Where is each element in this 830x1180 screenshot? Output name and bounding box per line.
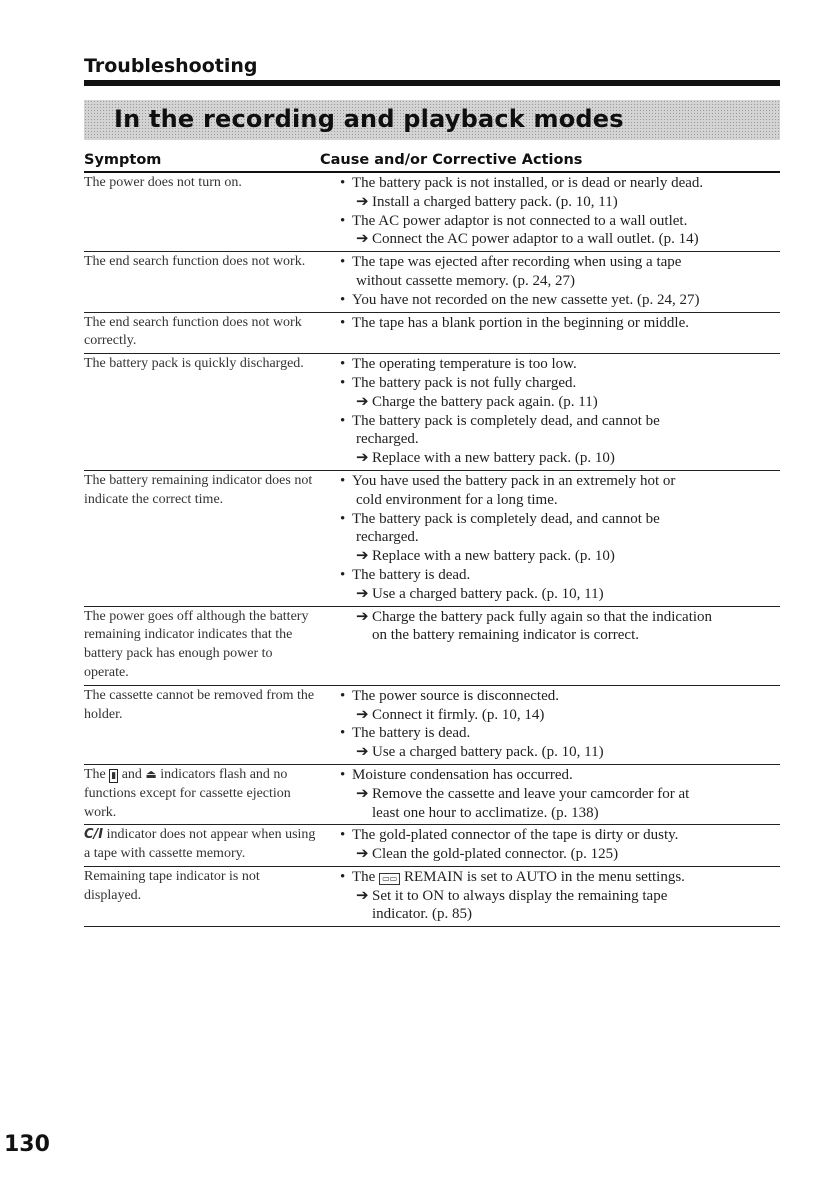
table-row — [84, 686, 780, 765]
cause-item — [334, 253, 794, 272]
table-header — [84, 150, 780, 173]
action-item — [334, 785, 794, 804]
table-row — [84, 765, 780, 825]
action-text: Replace with a new battery pack. (p. 10) — [372, 450, 615, 467]
action-item — [334, 608, 794, 627]
bullet-icon: • — [340, 374, 346, 391]
bullet-icon: • — [340, 827, 346, 844]
table-row — [84, 313, 780, 355]
cause-text: The operating temperature is too low. — [352, 356, 577, 373]
cause-text: The battery is dead. — [352, 566, 471, 583]
action-text: Use a charged battery pack. (p. 10, 11) — [372, 744, 604, 761]
cause-item — [334, 374, 794, 393]
arrow-right-icon: ➔ — [356, 231, 369, 248]
symptom-text-part: The cassette cannot be removed from the holder. — [84, 687, 315, 722]
symptom-cell — [84, 174, 334, 249]
table-row — [84, 825, 780, 867]
action-item — [334, 393, 794, 412]
cause-cell — [334, 355, 794, 468]
table-body — [84, 173, 780, 927]
action-item — [334, 743, 794, 762]
table-row — [84, 354, 780, 471]
cause-item — [334, 355, 794, 374]
table-row — [84, 173, 780, 252]
action-item — [334, 706, 794, 725]
symptom-text-part: indicators flash and no functions except for cassette ejection work. — [84, 766, 291, 820]
cause-cell — [334, 314, 794, 352]
table-row — [84, 252, 780, 312]
bullet-icon: • — [340, 566, 346, 583]
bullet-icon: • — [340, 314, 346, 331]
action-text: Replace with a new battery pack. (p. 10) — [372, 548, 615, 565]
bullet-icon: • — [340, 510, 346, 527]
symptom-cell — [84, 608, 334, 683]
cause-text: The power source is disconnected. — [352, 687, 560, 704]
symptom-cell — [84, 766, 334, 822]
arrow-right-icon: ➔ — [356, 846, 369, 863]
symptom-text-part: The battery remaining indicator does not indicate the correct time. — [84, 472, 313, 507]
arrow-right-icon: ➔ — [356, 744, 369, 761]
section-banner — [84, 100, 780, 140]
symptom-text-part: indicator does not appear when using a tape with cassette memory. — [84, 827, 316, 862]
bullet-icon: • — [340, 766, 346, 783]
arrow-right-icon: ➔ — [356, 706, 369, 723]
cause-text: You have used the battery pack in an extremely hot or — [352, 472, 676, 489]
symptom-text-part: The power does not turn on. — [84, 175, 242, 190]
arrow-right-icon: ➔ — [356, 450, 369, 467]
cause-text — [352, 868, 794, 887]
cause-cell — [334, 472, 794, 604]
action-item — [334, 585, 794, 604]
cause-cell — [334, 608, 794, 683]
action-text: Clean the gold-plated connector. (p. 125) — [372, 846, 619, 863]
troubleshooting-table — [84, 150, 780, 927]
symptom-text-part: The end search function does not work correctly. — [84, 314, 302, 349]
cause-text: The tape was ejected after recording when using a tape — [352, 254, 682, 271]
cause-item — [334, 566, 794, 585]
continuation-line — [334, 528, 794, 547]
arrow-right-icon: ➔ — [356, 887, 369, 904]
cause-text: The AC power adaptor is not connected to a wall outlet. — [352, 212, 688, 229]
cause-item — [334, 724, 794, 743]
bullet-icon: • — [340, 725, 346, 742]
page-title: Troubleshooting — [84, 55, 258, 77]
cause-text: The gold-plated connector of the tape is dirty or dusty. — [352, 827, 679, 844]
action-text: Remove the cassette and leave your camcorder for at — [372, 785, 690, 802]
continuation-text: without cassette memory. (p. 24, 27) — [356, 272, 575, 289]
action-text: Connect it firmly. (p. 10, 14) — [372, 706, 545, 723]
cause-item — [334, 174, 794, 193]
continuation-text: recharged. — [356, 529, 419, 546]
cause-item — [334, 826, 794, 845]
symptom-text-part: The battery pack is quickly discharged. — [84, 356, 304, 372]
bullet-icon: • — [340, 412, 346, 429]
symptom-text-part: Remaining tape indicator is not displayed. — [84, 868, 260, 903]
continuation-text: indicator. (p. 85) — [372, 906, 472, 923]
cause-cell — [334, 868, 794, 924]
bullet-icon: • — [340, 254, 346, 271]
bullet-icon: • — [340, 175, 346, 191]
battery-icon: ▮ — [111, 770, 117, 781]
header-cause: Cause and/or Corrective Actions — [320, 152, 583, 168]
symptom-cell — [84, 826, 334, 864]
symptom-text-part: and — [118, 766, 146, 782]
title-rule — [84, 80, 780, 86]
cause-cell — [334, 253, 794, 309]
symptom-cell — [84, 472, 334, 604]
continuation-line — [334, 430, 794, 449]
cassette-memory-icon: C/I — [84, 827, 104, 843]
arrow-right-icon: ➔ — [356, 585, 369, 602]
cause-text: The battery is dead. — [352, 725, 471, 742]
cause-cell — [334, 766, 794, 822]
cause-item — [334, 412, 794, 431]
cause-text-part: The — [352, 868, 380, 885]
bullet-icon: • — [340, 868, 346, 885]
page-number: 130 — [4, 1132, 50, 1157]
symptom-cell — [84, 687, 334, 762]
action-item — [334, 845, 794, 864]
table-row — [84, 867, 780, 927]
arrow-right-icon: ➔ — [356, 608, 369, 625]
bullet-icon: • — [340, 356, 346, 373]
action-item — [334, 449, 794, 468]
cause-item — [334, 766, 794, 785]
cause-cell — [334, 174, 794, 249]
symptom-cell — [84, 868, 334, 924]
continuation-line — [334, 272, 794, 291]
symptom-text-part: The — [84, 766, 110, 782]
symptom-cell — [84, 314, 334, 352]
action-item — [334, 887, 794, 906]
continuation-line — [334, 491, 794, 510]
arrow-right-icon: ➔ — [356, 193, 369, 210]
cause-item — [334, 212, 794, 231]
continuation-text: on the battery remaining indicator is correct. — [372, 627, 639, 644]
cause-text: The tape has a blank portion in the beginning or middle. — [352, 314, 690, 331]
cause-text: Moisture condensation has occurred. — [352, 766, 573, 783]
action-item — [334, 193, 794, 212]
symptom-cell — [84, 355, 334, 468]
arrow-right-icon: ➔ — [356, 393, 369, 410]
cause-item — [334, 291, 794, 310]
continuation-text: cold environment for a long time. — [356, 491, 558, 508]
cause-text: You have not recorded on the new cassette yet. (p. 24, 27) — [352, 291, 700, 308]
cause-cell — [334, 826, 794, 864]
action-text: Charge the battery pack fully again so that the indication — [372, 608, 713, 625]
continuation-text: least one hour to acclimatize. (p. 138) — [372, 804, 599, 821]
cause-text: The battery pack is not fully charged. — [352, 374, 577, 391]
action-text: Connect the AC power adaptor to a wall outlet. (p. 14) — [372, 231, 699, 248]
action-item — [334, 230, 794, 249]
cause-text: The battery pack is completely dead, and cannot be — [352, 510, 660, 527]
table-row — [84, 607, 780, 686]
arrow-right-icon: ➔ — [356, 548, 369, 565]
tape-icon: ▭▭ — [379, 873, 400, 885]
cause-cell — [334, 687, 794, 762]
action-text: Charge the battery pack again. (p. 11) — [372, 393, 598, 410]
section-title: In the recording and playback modes — [114, 105, 624, 133]
bullet-icon: • — [340, 687, 346, 704]
header-symptom: Symptom — [84, 152, 162, 168]
cause-text-part: REMAIN is set to AUTO in the menu settings. — [400, 868, 685, 885]
cause-item — [334, 868, 794, 887]
table-row — [84, 471, 780, 607]
cause-text: The battery pack is completely dead, and cannot be — [352, 412, 660, 429]
bullet-icon: • — [340, 472, 346, 489]
action-text: Install a charged battery pack. (p. 10, 11) — [372, 193, 618, 210]
continuation-line — [334, 804, 794, 823]
cause-item — [334, 314, 794, 333]
continuation-line — [334, 626, 794, 645]
bullet-icon: • — [340, 212, 346, 229]
continuation-line — [334, 905, 794, 924]
arrow-right-icon: ➔ — [356, 785, 369, 802]
action-text: Set it to ON to always display the remaining tape — [372, 887, 668, 904]
bullet-icon: • — [340, 291, 346, 308]
symptom-text-part: The end search function does not work. — [84, 254, 306, 270]
cause-text: The battery pack is not installed, or is dead or nearly dead. — [352, 175, 704, 191]
cause-item — [334, 687, 794, 706]
cause-item — [334, 510, 794, 529]
symptom-text-part: The power goes off although the battery remaining indicator indicates that the battery pack has enough power to operate. — [84, 608, 309, 680]
cause-item — [334, 472, 794, 491]
continuation-text: recharged. — [356, 431, 419, 448]
eject-icon: ⏏ — [145, 766, 157, 781]
action-text: Use a charged battery pack. (p. 10, 11) — [372, 585, 604, 602]
action-item — [334, 547, 794, 566]
symptom-cell — [84, 253, 334, 309]
